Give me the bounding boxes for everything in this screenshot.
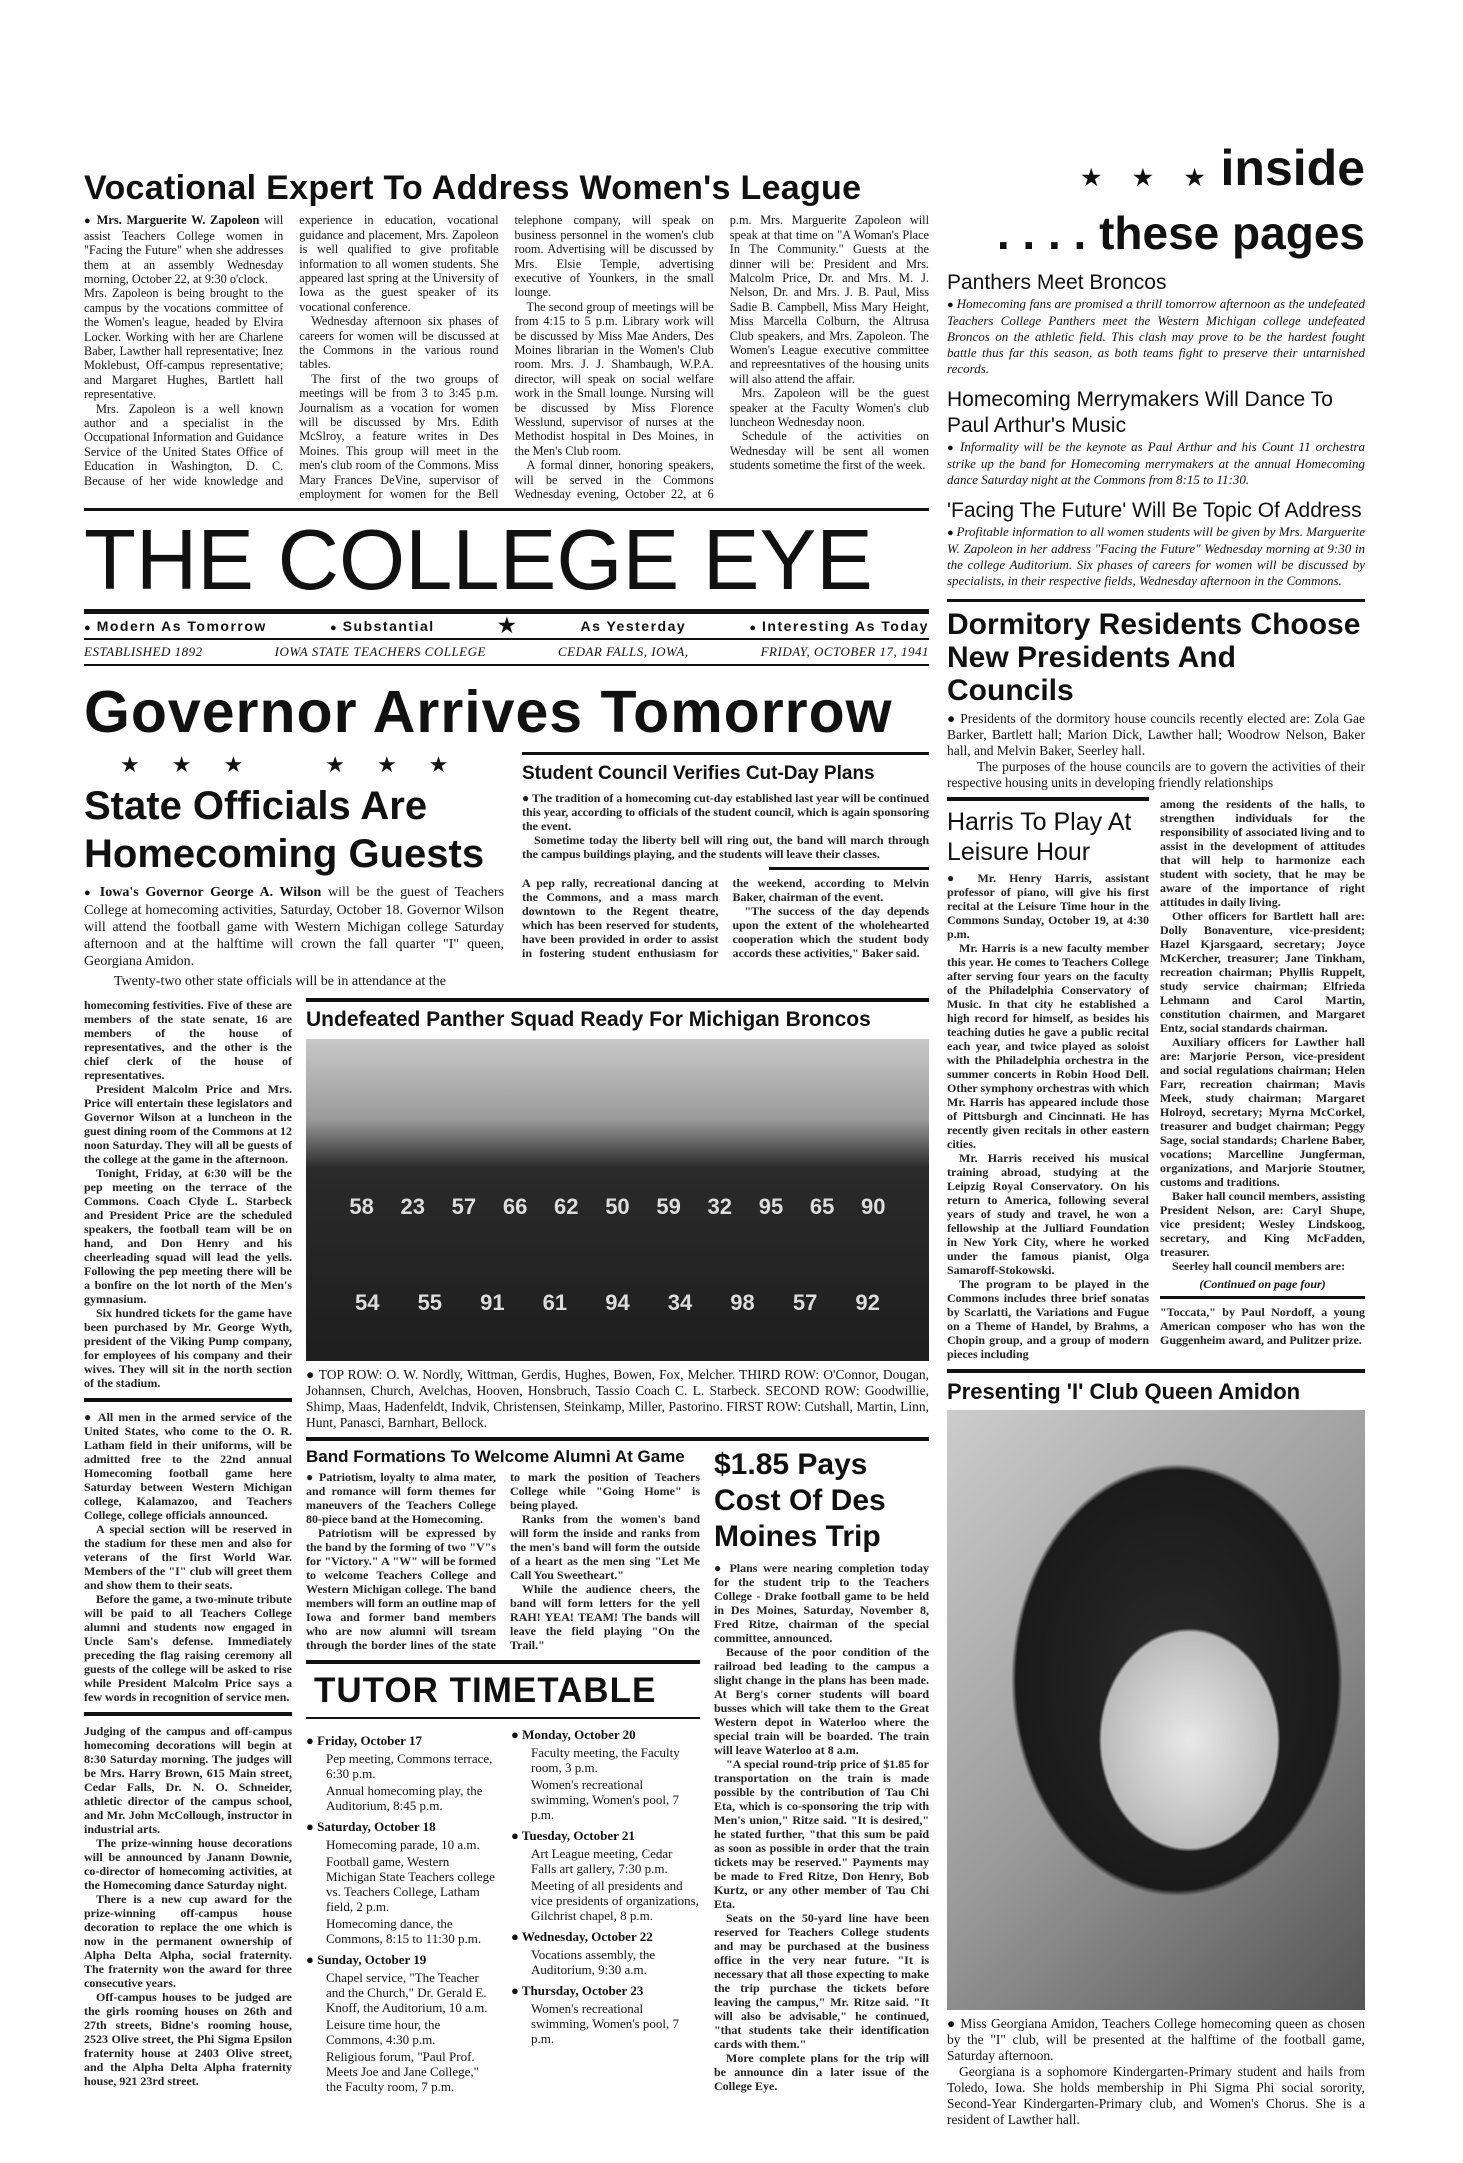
trip-column [714, 1447, 929, 2093]
inside-item-summary: ● Homecoming fans are promised a thrill tomorrow afternoon as the undefeated Teachers College Panthers meet the Western Michigan college undefeated Broncos on the athletic field. This clash may prove to be the hardest fought battle thus far this season, as both teams fight to preserve their untarnished records. [947, 296, 1365, 377]
divider [522, 752, 929, 755]
timetable-day [306, 1952, 495, 2094]
jersey-number: 54 [355, 1289, 380, 1315]
timetable-day-label: ● Thursday, October 23 [511, 1983, 700, 1999]
inside-item [947, 439, 1365, 488]
judging-paragraph-list [84, 1724, 292, 2088]
issue-date: FRIDAY, OCTOBER 17, 1941 [760, 643, 929, 659]
row-lower [84, 998, 929, 2093]
timetable-day [511, 1828, 700, 1923]
service-paragraph: Before the game, a two-minute tribute will be paid to all Teachers College alumni and students now engaged in Uncle Sam's defense. Immediately preceding the flag raising ceremony all guests of the college will be asked to rise while President Malcolm Price says a few words in recognition of service men. [84, 1592, 292, 1705]
timetable [306, 1727, 700, 2094]
service-paragraph: ● All men in the armed service of the United States, who come to the O. R. Latham field in their uniforms, will be admitted free to the 22nd annual Homecoming football game here Saturday between Western Michigan college, Kalamazoo, and Teachers College, college officials announced. [84, 1410, 292, 1523]
officials-text: will be the guest of Teachers College at homecoming activities, Saturday, October 18. Governor Wilson will attend the football game with Western Michigan college Saturday afternoon and at the halftime will crown the fall quarter "I" queen, Georgiana Amidon. [84, 885, 504, 970]
inside-item-summary: ● Profitable information to all women students will be given by Mrs. Marguerite W. Zapoleon in her address "Facing the Future" Wednesday morning at 9:30 in the college Auditorium. Six phases of careers for women will be discussed by specialists, in their respective fields, Wednesday afternoon in the Commons. [947, 524, 1365, 589]
vocational-text: will assist Teachers College women in "Facing the Future" when she addresses them at an assembly Wednesday morning, October 22, at 9:30 o'clock. [84, 213, 284, 287]
star-icon: ★ [120, 752, 140, 778]
star-icon: ★ [171, 752, 192, 778]
row-harris-dorm [947, 797, 1365, 1361]
jersey-number: 55 [417, 1289, 443, 1315]
timetable-day-label: ● Monday, October 20 [511, 1727, 700, 1743]
trip-paragraph: More complete plans for the trip will be announce din a later issue of the College Eye. [714, 2050, 929, 2093]
vocational-paragraph: Mrs. Zapoleon will be the guest speaker at the Faculty Women's club luncheon Wednesday noon. [729, 386, 929, 430]
band-paragraph-list [306, 1470, 700, 1652]
council-paragraph: "The success of the day depends upon the extent of the wholehearted cooperation which the student body accords these activities," Baker said. [732, 904, 929, 961]
jersey-number: 66 [502, 1193, 528, 1219]
service-paragraph-list [84, 1410, 292, 1704]
judging-paragraph: There is a new cup award for the prize-winning off-campus house decoration to replace the one which is now in the permanent ownership of Alpha Delta Alpha, social fraternity. The fraternity won the award for three consecutive years. [84, 1892, 292, 1991]
harris-paragraph: "Toccata," by Paul Nordoff, a young American composer who has won the Guggenheim award, and Pulitzer prize. [1160, 1305, 1365, 1347]
dorm-paragraph: Baker hall council members, assisting President Nelson, are: Caryl Shupe, vice president; Wesley Lindskoog, secretary, and King McFadden, treasurer. [1160, 1189, 1365, 1259]
service-paragraph: A special section will be reserved in the stadium for these men and also for veterans of the first World War. Members of the "I" club will greet them and show them to their seats. [84, 1522, 292, 1593]
council-paragraph-list [522, 876, 929, 960]
judging-paragraph: Off-campus houses to be judged are the girls rooming houses on 26th and 27th streets, Bidne's rooming house, 2523 Olive street, the Phi Sigma Epsilon fraternity house at 2403 Olive street, and the Alpha Delta Alpha fraternity house, 921 23rd street. [84, 1990, 292, 2089]
trip-paragraph: "A special round-trip price of $1.85 for transportation on the train is made possible by the contribution of Tau Chi Eta, which is co-sponsoring the trip with Men's union," Ritze said. "It is desired," he stated further, "that this sum be paid as soon as possible in order that the train tickets may be reserved." Payments may be made to Fred Ritze, Don Henry, Bob Kurtz, or any other member of Tau Chi Eta. [714, 1756, 929, 1911]
left-narrow-column [84, 998, 292, 2088]
harris-paragraph-list [947, 871, 1149, 1361]
established: ESTABLISHED 1892 [84, 643, 203, 659]
divider [947, 599, 1365, 602]
vocational-paragraph: Mrs. Zapoleon is a well known author and a specialist in the Occupational Information and Guidance Service of the United States Office of Education in Washington, D. C. Because of her wide knowledge and experience in education, vocational guidance and placement, Mrs. Zapoleon is well qualified to give profitable information to all women students. She appeared last spring at the University of Iowa as the guest speaker of its vocational conference. [84, 213, 499, 488]
timetable-title: TUTOR TIMETABLE [314, 1671, 657, 1711]
inside-item [947, 524, 1365, 589]
timetable-day [511, 1929, 700, 1977]
jersey-number: 92 [855, 1289, 880, 1315]
trip-paragraph: ● Plans were nearing completion today for the student trip to the Teachers College - Drake football game to be held in Des Moines, Saturday, November 8, Fred Ritze, chairman of the special committee, announced. [714, 1560, 929, 1645]
continued-note[interactable]: (Continued on page four) [1199, 1277, 1326, 1291]
divider [84, 1712, 292, 1716]
divider [84, 1398, 292, 1402]
dorm-intro [947, 711, 1365, 791]
dorm-paragraph: The purposes of the house councils are to govern the activities of their respective housing units in developing friendly relationships [947, 759, 1365, 790]
slogan: ● Modern As Tomorrow [84, 618, 267, 634]
dorm-paragraph: Other officers for Bartlett hall are: Dolly Bonaventure, vice-president; Hazel Kjarsgaard, secretary; Joyce McKercher, treasurer; Jane Tinkham, recreation chairman; Phyllis Ruppelt, study service chairman; Elfrieda Lehmann and Carol Martin, constitution chairmen, and Margaret Entz, social standards chairman. [1160, 909, 1365, 1035]
slogan: ● Interesting As Today [749, 618, 929, 634]
inside-item-headline[interactable]: Panthers Meet Broncos [947, 271, 1167, 294]
left-main [84, 140, 929, 2094]
page [84, 140, 1365, 2128]
dorm-headline: Dormitory Residents Choose New Presidents And Councils [947, 608, 1361, 707]
council-article [522, 752, 929, 960]
officials-intro [84, 884, 504, 990]
vocational-lead: ● Mrs. Marguerite W. Zapoleon [84, 213, 259, 227]
timetable-event: Chapel service, "The Teacher and the Church," Dr. Gerald E. Knoff, the Auditorium, 10 a.m. [326, 1969, 488, 2015]
row-officials-council [84, 752, 929, 990]
harris-paragraph: Mr. Harris is a new faculty member this year. He comes to Teachers College after serving four years on the faculty of the Philadelphia Conservatory of Music. In that city he established a high record for himself, as besides his teaching duties he gave a public recital each year, and twice played as soloist with the Philadelphia orchestra in the summer concerts in Robin Hood Dell. Other symphony orchestras with which Mr. Harris has appeared include those of Pittsburgh and Cincinnati. He has recently given recitals in other eastern cities. [947, 941, 1149, 1151]
officials-paragraph: homecoming festivities. Five of these are members of the state senate, 16 are members of the house of representatives, and the other is the chief clerk of the house of representatives. [84, 998, 292, 1083]
band-paragraph: While the audience cheers, the band will form letters for the yell RAH! YEA! TEAM! The bands will leave the field playing "On the Trail." [510, 1582, 700, 1653]
jersey-number: 34 [667, 1289, 693, 1315]
timetable-event: Homecoming parade, 10 a.m. [326, 1836, 480, 1852]
headline-line: Homecoming Guests [84, 832, 485, 877]
timetable-day [511, 1727, 700, 1822]
squad-area [306, 998, 929, 2093]
jersey-number: 61 [542, 1289, 568, 1315]
inside-box [947, 140, 1365, 589]
divider [84, 664, 929, 666]
timetable-event: Annual homecoming play, the Auditorium, 8:45 p.m. [326, 1782, 483, 1813]
council-intro: Sometime today the liberty bell will ring out, the band will march through the campus buildings playing, and the students will leave their classes. [522, 833, 929, 862]
band-timetable-column [306, 1447, 700, 2094]
dorm-paragraph: among the residents of the halls, to strengthen individuals for the responsibility of associated living and to assist in the development of attitudes that will help to harmonize each student with society, that he may be aware of the importance of right attitudes in daily living. [1160, 797, 1365, 909]
vocational-headline: Vocational Expert To Address Women's League [84, 169, 862, 207]
team-photo [306, 1039, 929, 1361]
jersey-number: 50 [605, 1193, 630, 1219]
inside-item-summary: ● Informality will be the keynote as Paul Arthur and his Count 11 orchestra strike up the band for Homecoming merrymakers at the annual Homecoming dance Saturday night at the Commons from 8:15 to 11:30. [947, 439, 1365, 488]
timetable-day-label: ● Saturday, October 18 [306, 1819, 495, 1835]
jersey-number: 58 [349, 1193, 374, 1219]
timetable-day [306, 1733, 495, 1813]
queen-photo [947, 1410, 1365, 2010]
inside-item-headline[interactable]: 'Facing The Future' Will Be Topic Of Address [947, 499, 1362, 522]
officials-top [84, 752, 504, 990]
jersey-number: 32 [707, 1193, 733, 1219]
vocational-paragraph: Mrs. Zapoleon is being brought to the campus by the vocations committee of the Women's league, headed by Elvira Locker. Working with her are Charlene Baber, Lawther hall representative; Inez Moklebust, Off-campus representative; and Margaret Hughes, Bartlett hall representative. [84, 286, 284, 402]
timetable-event: Homecoming dance, the Commons, 8:15 to 11:30 p.m. [326, 1915, 482, 1946]
divider [1160, 1296, 1365, 1299]
star-icon: ★ [1081, 165, 1102, 190]
harris-paragraph: The program to be played in the Commons includes three brief sonatas by Scarlatti, the Variations and Fugue on a Theme of Handel, by Brahms, a Chopin group, and a group of modern pieces including [947, 1277, 1149, 1361]
vocational-article [84, 213, 929, 501]
timetable-day [511, 1983, 700, 2046]
squad-headline: Undefeated Panther Squad Ready For Michigan Broncos [306, 1008, 871, 1032]
jersey-number: 98 [730, 1289, 755, 1315]
harris-headline: Harris To Play At Leisure Hour [947, 808, 1132, 866]
inside-item-list [947, 270, 1365, 589]
timetable-event: Faculty meeting, the Faculty room, 3 p.m. [531, 1744, 680, 1775]
inside-item-headline[interactable]: Homecoming Merrymakers Will Dance To Paul Arthur's Music [947, 388, 1333, 437]
jersey-number: 62 [554, 1193, 579, 1219]
trip-paragraph: Seats on the 50-yard line have been reserved for Teachers College students and may be purchased at the business office in the very near future. "It is necessary that all those expecting to make the trip purchase the tickets before leaving the campus," Mr. Ritze said. "It will also be advisable," he continued, "that students take their identification cards with them." [714, 1910, 929, 2051]
jersey-number: 95 [758, 1193, 784, 1219]
jersey-number: 65 [809, 1193, 835, 1219]
officials-paragraph: Six hundred tickets for the game have been purchased by Mr. George Wyth, president of the Viking Pump company, for employees of his company and their wives. They will sit in the north section of the stadium. [84, 1306, 292, 1391]
vocational-paragraph: The first of the two groups of meetings will be from 3 to 3:45 p.m. Journalism as a vocation for women will be discussed by Mrs. Edith McSlroy, a feature writes in Des Moines. This group will meet in the men's club room of the Commons. Miss Mary Frances DeVine, supervisor of employment for women for the Bell telephone company, will speak on business personnel in the women's club room. Advertising will be discussed by Mrs. Elsie Temple, advertising executive of Younkers, in the small lounge. [299, 213, 714, 502]
timetable-day-label: ● Sunday, October 19 [306, 1952, 495, 1968]
officials-paragraph-list [84, 998, 292, 1390]
council-intro: ● The tradition of a homecoming cut-day established last year will be continued this year, according to officials of the student council, which is again sponsoring the event. [522, 791, 929, 834]
divider [306, 1717, 700, 1719]
divider [306, 998, 929, 1002]
location: CEDAR FALLS, IOWA, [557, 643, 689, 659]
star-icon: ★ [428, 752, 449, 778]
band-paragraph: Patriotism will be expressed by the band by the forming of two "V"s for "Victory." A "W" will be formed to welcome Teachers College and Western Michigan college. The band members will form an outline map of Iowa and former band members who are now alumni will tsream through the border lines of the state to mark the position of Teachers College while "Going Home" is being played. [306, 1470, 700, 1653]
queen-headline: Presenting 'I' Club Queen Amidon [947, 1379, 1301, 1404]
vocational-paragraph: Schedule of the activities on Wednesday will be sent all women students sometime the first of the week. [729, 429, 929, 473]
queen-paragraph: Georgiana is a sophomore Kindergarten-Primary student and hails from Toledo, Iowa. She holds membership in Phi Sigma Phi social sorority, Second-Year Kindergarten-Primary club, and Women's Chorus. She is a resident of Lawther hall. [947, 2064, 1365, 2128]
queen-paragraph: ● Miss Georgiana Amidon, Teachers College homecoming queen as chosen by the "I" club, will be presented at the halftime of the football game, Saturday afternoon. [947, 2016, 1365, 2064]
dorm-paragraph-list [1160, 797, 1365, 1273]
timetable-event: Women's recreational swimming, Women's pool, 7 p.m. [531, 1776, 680, 1822]
inside-subtitle: . . . . these pages [996, 207, 1365, 259]
trip-headline: $1.85 Pays Cost Of Des Moines Trip [714, 1447, 886, 1553]
college-name: IOWA STATE TEACHERS COLLEGE [274, 643, 486, 659]
dorm-paragraph: Auxiliary officers for Lawther hall are: Marjorie Person, vice-president and social regulations chairman; Helen Farr, recreation chairman; Mavis Meek, study chairman; Margaret Holroyd, secretary; Myrna McCorkel, treasurer and budget chairman; Peggy Sage, social standards; Charlene Baber, vocations; Marcelline Jungferman, organizations, and Marjorie Stoutner, customs and traditions. [1160, 1035, 1365, 1189]
dateline [84, 640, 929, 664]
jersey-number: 57 [451, 1193, 477, 1219]
band-paragraph: Ranks from the women's band will form the inside and ranks from the men's band will form the outside of a heart as the men sing "Let Me Call You Sweetheart." [510, 1512, 700, 1583]
vocational-paragraph [84, 213, 283, 286]
council-headline: Student Council Verifies Cut-Day Plans [522, 763, 875, 785]
officials-headline [84, 782, 504, 878]
star-icon: ★ [376, 752, 397, 778]
timetable-event: Leisure time hour, the Commons, 4:30 p.m. [326, 2016, 441, 2047]
jersey-number: 23 [400, 1193, 425, 1219]
row-band-trip [306, 1447, 929, 2094]
banner-headline: Governor Arrives Tomorrow [84, 678, 893, 745]
timetable-event: Women's recreational swimming, Women's pool, 7 p.m. [531, 2000, 680, 2046]
timetable-day-label: ● Friday, October 17 [306, 1733, 495, 1749]
timetable-event: Religious forum, "Paul Prof. Meets Joe and Jane College," the Faculty room, 7 p.m. [326, 2048, 479, 2094]
slogan: As Yesterday [580, 617, 687, 634]
star-icon: ★ [1133, 165, 1153, 190]
vocational-paragraph: A formal dinner, honoring speakers, will be served in the Commons Wednesday evening, October 22, at 6 p.m. Mrs. Marguerite Zapoleon will speak at that time on "A Woman's Place In The Community." Guests at the dinner will be: President and Mrs. Malcolm Price, Dr. and Mrs. M. J. Nelson, Dr. and Mrs. J. B. Paul, Miss Sadie B. Campbell, Miss Mary Height, Miss Marcella Colburn, the Altrusa Club speakers, and Mrs. Zapoleon. The Women's League executive committee and repreesntatives of the housing units will also attend the affair. [514, 213, 929, 502]
council-paragraph: A pep rally, recreational dancing at the Commons, and a mass march downtown to the Regent theatre, which has been reserved for students, have been provided in order to assist in fostering student enthusiasm for the weekend, according to Melvin Baker, chairman of the event. [522, 876, 929, 961]
queen-paragraph-list [947, 2016, 1365, 2128]
vocational-paragraph: Wednesday afternoon six phases of careers for women will be discussed at the Commons in the various round tables. [299, 314, 499, 372]
divider [947, 1369, 1365, 1373]
divider [84, 508, 929, 511]
officials-lead: ● Iowa's Governor George A. Wilson [84, 885, 321, 900]
inside-item [947, 296, 1365, 377]
jersey-number: 94 [605, 1289, 630, 1315]
inside-title: inside [1220, 140, 1365, 196]
jersey-number: 57 [792, 1289, 818, 1315]
harris-paragraph: ● Mr. Henry Harris, assistant professor of piano, will give his first recital at the Leisure Time hour in the Commons Sunday, October 19, at 4:30 p.m. [947, 871, 1149, 941]
star-icon: ★ [1184, 165, 1205, 190]
timetable-event: Art League meeting, Cedar Falls art gallery, 7:30 p.m. [531, 1845, 673, 1876]
band-headline: Band Formations To Welcome Alumni At Game [306, 1446, 685, 1466]
jersey-number: 91 [480, 1289, 505, 1315]
stars [84, 752, 504, 778]
judging-paragraph: Judging of the campus and off-campus homecoming decorations will begin at 8:30 Saturday morning. The judges will be Mrs. Harry Brown, 615 Main street, Cedar Falls, Dr. N. O. Schneider, athletic director of the campus school, and Mr. John McCollough, instructor in industrial arts. [84, 1724, 292, 1837]
dorm-paragraph: Seerley hall council members are: [1172, 1259, 1346, 1273]
jersey-number: 90 [861, 1193, 886, 1219]
timetable-day-label: ● Tuesday, October 21 [511, 1828, 700, 1844]
council-intro-list [522, 791, 929, 861]
timetable-day-label: ● Wednesday, October 22 [511, 1929, 700, 1945]
officials-paragraph: President Malcolm Price and Mrs. Price will entertain these legislators and Governor Wilson at a luncheon in the guest dining room of the Commons at 12 noon Saturday. They will all be guests of the college at the game in the afternoon. [84, 1082, 292, 1167]
harris-article [947, 797, 1149, 1361]
timetable-event: Football game, Western Michigan State Teachers college vs. Teachers College, Latham field, 2 p.m. [326, 1853, 495, 1914]
vocational-paragraph: The second group of meetings will be from 4:15 to 5 p.m. Library work will be discussed by Miss Mae Anders, Des Moines librarian in the Women's Club room. Mrs. J. J. Shambaugh, W.P.A. director, will speak on social welfare work in the Small lounge. Nursing will be discussed by Miss Florence Wesslund, supervisor of nurses at the Methodist hospital in Des Moines, in the Men's Club room. [514, 299, 714, 458]
timetable-event: Vocations assembly, the Auditorium, 9:30 a.m. [531, 1946, 656, 1977]
band-paragraph: ● Patriotism, loyalty to alma mater, and romance will form themes for maneuvers of the Teachers College 80-piece band at the Homecoming. [306, 1470, 496, 1527]
masthead-title: THE COLLEGE EYE [84, 512, 873, 608]
dorm-paragraph: ● Presidents of the dormitory house councils recently elected are: Zola Gae Barker, Bartlett hall; Marion Dick, Lawther hall; Woodrow Nelson, Baker hall, and Melvin Baker, Seerley hall. [947, 711, 1365, 758]
trip-paragraph-list [714, 1561, 929, 2093]
trip-paragraph: Because of the poor condition of the railroad bed leading to the campus a slight change in the plans has been made. At Berg's corner students will board busses which will take them to the Great Western depot in Waterloo where the special train will be boarded. The train will leave Waterloo at 8 a.m. [714, 1644, 929, 1757]
photo-caption: ● TOP ROW: O. W. Nordly, Wittman, Gerdis, Hughes, Bowen, Fox, Melcher. THIRD ROW: O'Connor, Dougan, Johannsen, Church, Avelchas, Hooven, Honsbruch, Tassio Coach C. L. Starbeck. SECOND ROW: Goodwillie, Shimp, Maas, Hadenfeldt, Indvik, Christensen, Steinkamp, Miller, Pastorino. FIRST ROW: Cutshall, Martin, Linn, Hunt, Panasci, Barnhart, Bellock. [306, 1366, 929, 1430]
right-main [947, 140, 1365, 2128]
star-icon: ★ [497, 614, 518, 637]
dorm-continuation [1160, 797, 1365, 1347]
officials-paragraph: Tonight, Friday, at 6:30 will be the pep meeting on the terrace of the Commons. Coach Clyde L. Starbeck and President Price are the scheduled speakers, the football team will be on hand, and Don Henry and his cheerleading squad will lead the yells. Following the pep meeting there will be a bonfire on the lot north of the Men's gymnasium. [84, 1166, 292, 1307]
harris-paragraph: Mr. Harris received his musical training abroad, studying at the Leipzig Royal Conservatory. On his return to America, following several years of study and travel, he won a fellowship at the Julliard Foundation in New York City, where he worked under the famous pianist, Olga Samaroff-Stokowski. [947, 1151, 1149, 1277]
star-icon: ★ [325, 752, 345, 778]
slogan: ● Substantial [330, 618, 435, 634]
headline-line: State Officials Are [84, 784, 428, 829]
jersey-number: 59 [656, 1193, 681, 1219]
divider [769, 867, 929, 870]
divider [947, 797, 1149, 801]
officials-text: Twenty-two other state officials will be in attendance at the [114, 974, 446, 990]
divider [306, 1437, 929, 1441]
star-icon: ★ [223, 752, 244, 778]
judging-paragraph: The prize-winning house decorations will be announced by Janann Downie, co-director of homecoming activities, at the Homecoming dance Saturday night. [84, 1836, 292, 1893]
slogan-bar [84, 614, 929, 638]
timetable-event: Meeting of all presidents and vice presidents of organizations, Gilchrist chapel, 8 p.m. [531, 1877, 699, 1923]
timetable-day [306, 1819, 495, 1946]
divider [306, 1660, 700, 1664]
timetable-event: Pep meeting, Commons terrace, 6:30 p.m. [326, 1750, 493, 1781]
